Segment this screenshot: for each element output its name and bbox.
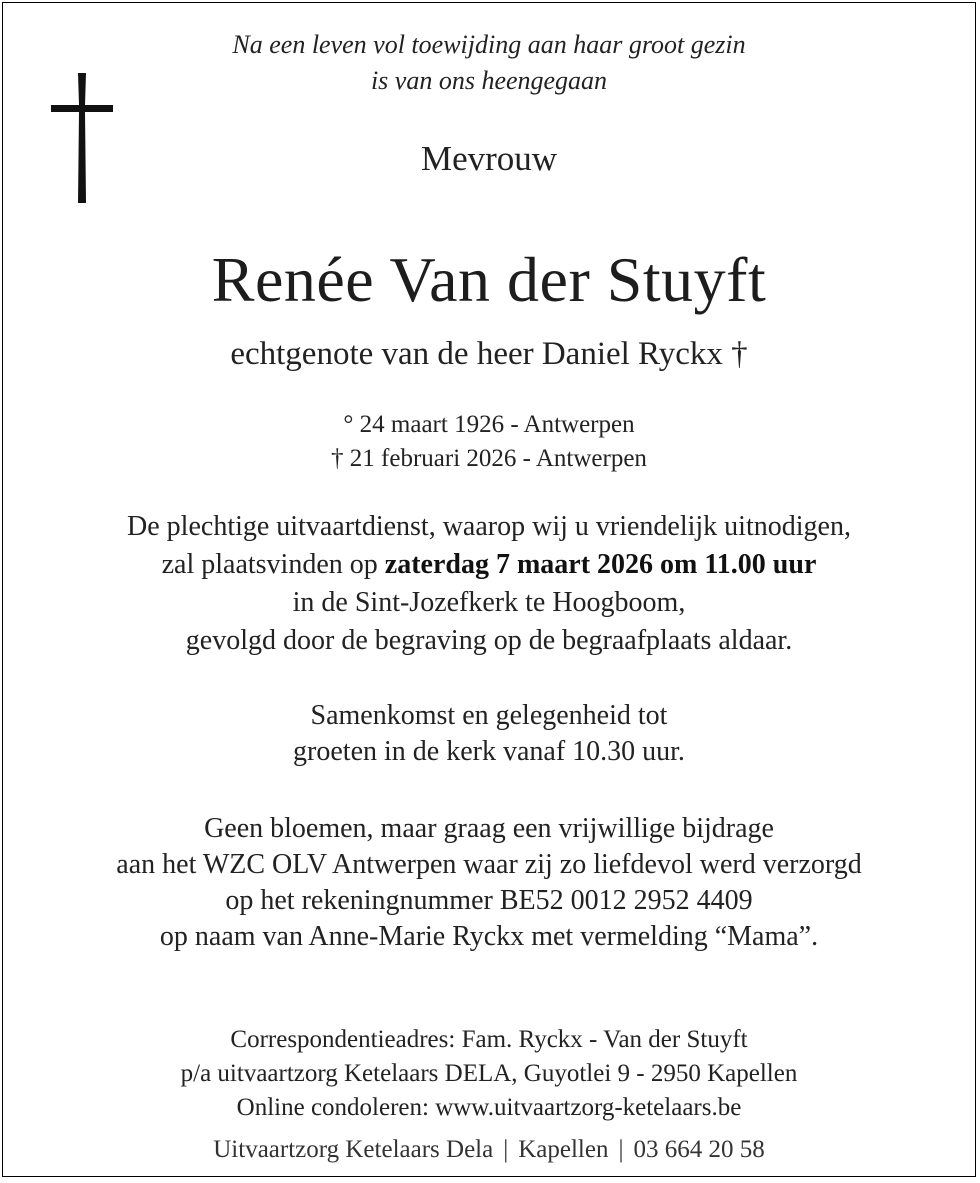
intro-line-2: is van ons heengegaan (370, 66, 608, 95)
life-dates (3, 408, 975, 476)
footer-company: Uitvaartzorg Ketelaars Dela (213, 1136, 494, 1163)
gathering-info (3, 698, 975, 770)
donation-line-3: op het rekeningnummer BE52 0012 2952 4409 (225, 885, 753, 916)
service-line-2-prefix: zal plaatsvinden op (161, 549, 378, 580)
birth-date: ° 24 maart 1926 - Antwerpen (343, 411, 635, 438)
correspondence-line-2: p/a uitvaartzorg Ketelaars DELA, Guyotlei 9 - 2950 Kapellen (180, 1060, 798, 1087)
footer-separator: | (618, 1136, 624, 1163)
death-date: † 21 februari 2026 - Antwerpen (331, 445, 647, 472)
donation-line-1: Geen bloemen, maar graag een vrijwillige bijdrage (204, 813, 774, 844)
intro-line-1: Na een leven vol toewijding aan haar groot gezin (232, 30, 746, 59)
footer-phone: 03 664 20 58 (633, 1136, 765, 1163)
deceased-name: Renée Van der Stuyft (211, 244, 767, 315)
donation-info (3, 811, 975, 955)
gathering-line-2: groeten in de kerk vanaf 10.30 uur. (293, 736, 685, 767)
funeral-home-footer (3, 1136, 975, 1164)
intro-text (3, 27, 975, 99)
honorific-title: Mevrouw (420, 139, 558, 178)
service-line-1: De plechtige uitvaartdienst, waarop wij u vriendelijk uitnodigen, (127, 511, 851, 542)
correspondence-line-3: Online condoleren: www.uitvaartzorg-ketelaars.be (236, 1094, 742, 1121)
footer-separator: | (503, 1136, 509, 1163)
donation-line-2: aan het WZC OLV Antwerpen waar zij zo liefdevol werd verzorgd (116, 849, 862, 880)
service-line-2 (3, 546, 975, 584)
obituary-card (2, 2, 976, 1177)
gathering-line-1: Samenkomst en gelegenheid tot (310, 700, 668, 731)
footer-city: Kapellen (518, 1136, 609, 1163)
correspondence-info (3, 1023, 975, 1125)
correspondence-line-1: Correspondentieadres: Fam. Ryckx - Van der Stuyft (230, 1026, 748, 1053)
funeral-service-info (3, 508, 975, 660)
spouse-line: echtgenote van de heer Daniel Ryckx † (230, 336, 748, 372)
service-line-3: in de Sint-Jozefkerk te Hoogboom, (292, 587, 686, 618)
donation-line-4: op naam van Anne-Marie Ryckx met vermelding “Mama”. (159, 921, 819, 952)
service-line-4: gevolgd door de begraving op de begraafplaats aldaar. (185, 625, 793, 656)
service-datetime: zaterdag 7 maart 2026 om 11.00 uur (384, 549, 817, 580)
